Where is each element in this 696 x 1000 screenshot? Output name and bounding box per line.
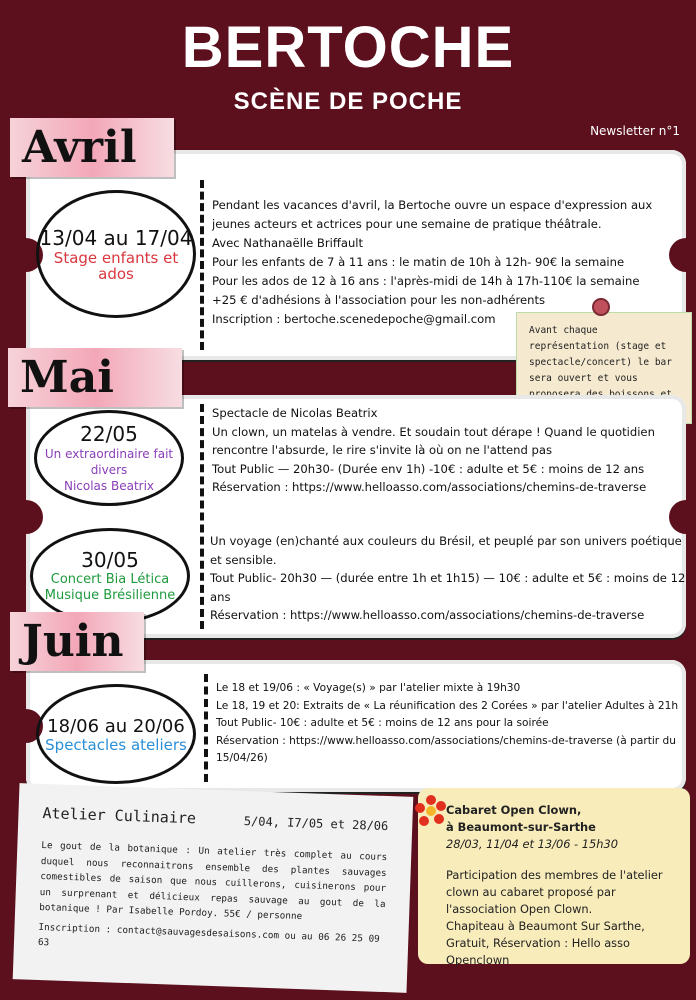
june-line: Le 18 et 19/06 : « Voyage(s) » par l'atelier mixte à 19h30 (216, 682, 521, 694)
may-event1-circle (34, 410, 184, 506)
april-date-circle (36, 190, 196, 318)
atelier-contact: Inscription : contact@sauvagesdesaisons.com ou au 06 26 25 09 63 (37, 921, 380, 949)
april-description (212, 196, 682, 329)
april-line: Inscription : bertoche.scenedepoche@gmail.com (212, 312, 496, 326)
may-divider (200, 404, 204, 629)
june-divider (204, 674, 208, 782)
may-event2-line: et sensible. (210, 552, 277, 567)
june-line: Tout Public- 10€ : adulte et 5€ : moins de 12 ans pour la soirée (216, 717, 549, 729)
newsletter-number: Newsletter n°1 (590, 124, 680, 138)
june-line: 15/04/26) (216, 752, 268, 764)
april-line: +25 € d'adhésions à l'association pour les non-adhérents (212, 293, 546, 307)
april-line: jeunes acteurs et actrices pour une semaine de pratique théâtrale. (212, 217, 602, 231)
may-event1-line: Spectacle de Nicolas Beatrix (212, 406, 378, 420)
june-date: 18/06 au 20/06 (47, 715, 185, 737)
cabaret-location: à Beaumont-sur-Sarthe (446, 820, 596, 834)
june-description (216, 680, 692, 768)
april-line: Pour les ados de 12 à 16 ans : l'après-midi de 14h à 17h-110€ la semaine (212, 274, 640, 288)
june-line: Le 18, 19 et 20: Extraits de « La réunification des 2 Corées » par l'atelier Adultes à 21h (216, 699, 679, 712)
may-event1-line: Réservation : https://www.helloasso.com/associations/chemins-de-traverse (212, 480, 647, 494)
may-event1-line: rencontre l'absurde, le rire s'invite là où on ne l'attend pas (212, 443, 553, 457)
may-event1-title: Un extraordinaire fait divers (44, 447, 174, 477)
may-event2-description (210, 532, 686, 625)
may-event1-line: Tout Public — 20h30- (Durée env 1h) -10€ : adulte et 5€ : moins de 12 ans (212, 461, 645, 476)
atelier-culinaire-card (13, 783, 414, 993)
month-label-may: Mai (8, 348, 182, 407)
april-divider (200, 180, 204, 350)
april-line: Pendant les vacances d'avril, la Bertoche ouvre un espace d'expression aux (212, 198, 653, 212)
april-event-title: Stage enfants et ados (53, 249, 179, 283)
june-date-circle (36, 684, 196, 784)
flower-icon (414, 794, 448, 828)
may-event2-line: ans (210, 589, 231, 604)
newsletter-title: BERTOCHE (181, 15, 515, 80)
may-event2-line: Réservation : https://www.helloasso.com/associations/chemins-de-traverse (210, 608, 645, 622)
newsletter-subtitle: SCÈNE DE POCHE (233, 88, 463, 115)
cabaret-dates: 28/03, 11/04 et 13/06 - 15h30 (446, 837, 618, 851)
cabaret-card (418, 788, 690, 967)
june-event-title: Spectacles ateliers (45, 735, 187, 754)
cabaret-place: Chapiteau à Beaumont Sur Sarthe, (446, 919, 645, 933)
may-event1-line: Un clown, un matelas à vendre. Et soudain tout dérape ! Quand le quotidien (212, 424, 655, 439)
may-event2-subtitle: Musique Brésilienne (44, 588, 176, 603)
may-event2-line: Un voyage (en)chanté aux couleurs du Brésil, et peuplé par son univers poétique (210, 534, 682, 548)
april-line: Pour les enfants de 7 à 11 ans : le matin de 10h à 12h- 90€ la semaine (212, 255, 625, 269)
cabaret-title: Cabaret Open Clown, (446, 803, 582, 817)
may-event2-line: Tout Public- 20h30 — (durée entre 1h et 1h15) — 10€ : adulte et 5€ : moins de 12 (210, 571, 686, 585)
cabaret-booking: Gratuit, Réservation : Hello asso Openclown (446, 936, 631, 967)
may-event2-title: Concert Bia Lética (50, 572, 170, 587)
april-date: 13/04 au 17/04 (39, 226, 193, 250)
atelier-dates: 5/04, I7/05 et 28/06 (243, 814, 389, 834)
may-event2-circle (30, 528, 190, 624)
april-line: Avec Nathanaëlle Briffault (212, 236, 364, 250)
atelier-text: Le gout de la botanique : Un atelier très complet au cours duquel nous reconnaitrons ensemble des plantes sauvages comestibles de saison que nous cuillerons, cuisinerons pour un surprenant et délicieux repas sauvage au gout de la botanique ! Par Isabelle Pordoy. 55€ / personne (39, 839, 388, 923)
cabaret-text: Participation des membres de l'atelier clown au cabaret proposé par l'association Open Clown. (446, 868, 663, 916)
may-event1-description (212, 404, 686, 497)
pushpin-icon (592, 298, 610, 316)
may-event1-date: 22/05 (80, 422, 138, 446)
atelier-title: Atelier Culinaire (42, 804, 197, 828)
may-event1-artist: Nicolas Beatrix (63, 479, 155, 493)
june-line: Réservation : https://www.helloasso.com/associations/chemins-de-traverse (à partir du (216, 734, 676, 747)
month-label-june: Juin (10, 612, 144, 671)
may-event2-date: 30/05 (81, 548, 139, 572)
bar-info-text: Avant chaque représentation (stage et spectacle/concert) le bar sera ouvert et vous (529, 325, 672, 384)
month-label-april: Avril (10, 118, 174, 177)
